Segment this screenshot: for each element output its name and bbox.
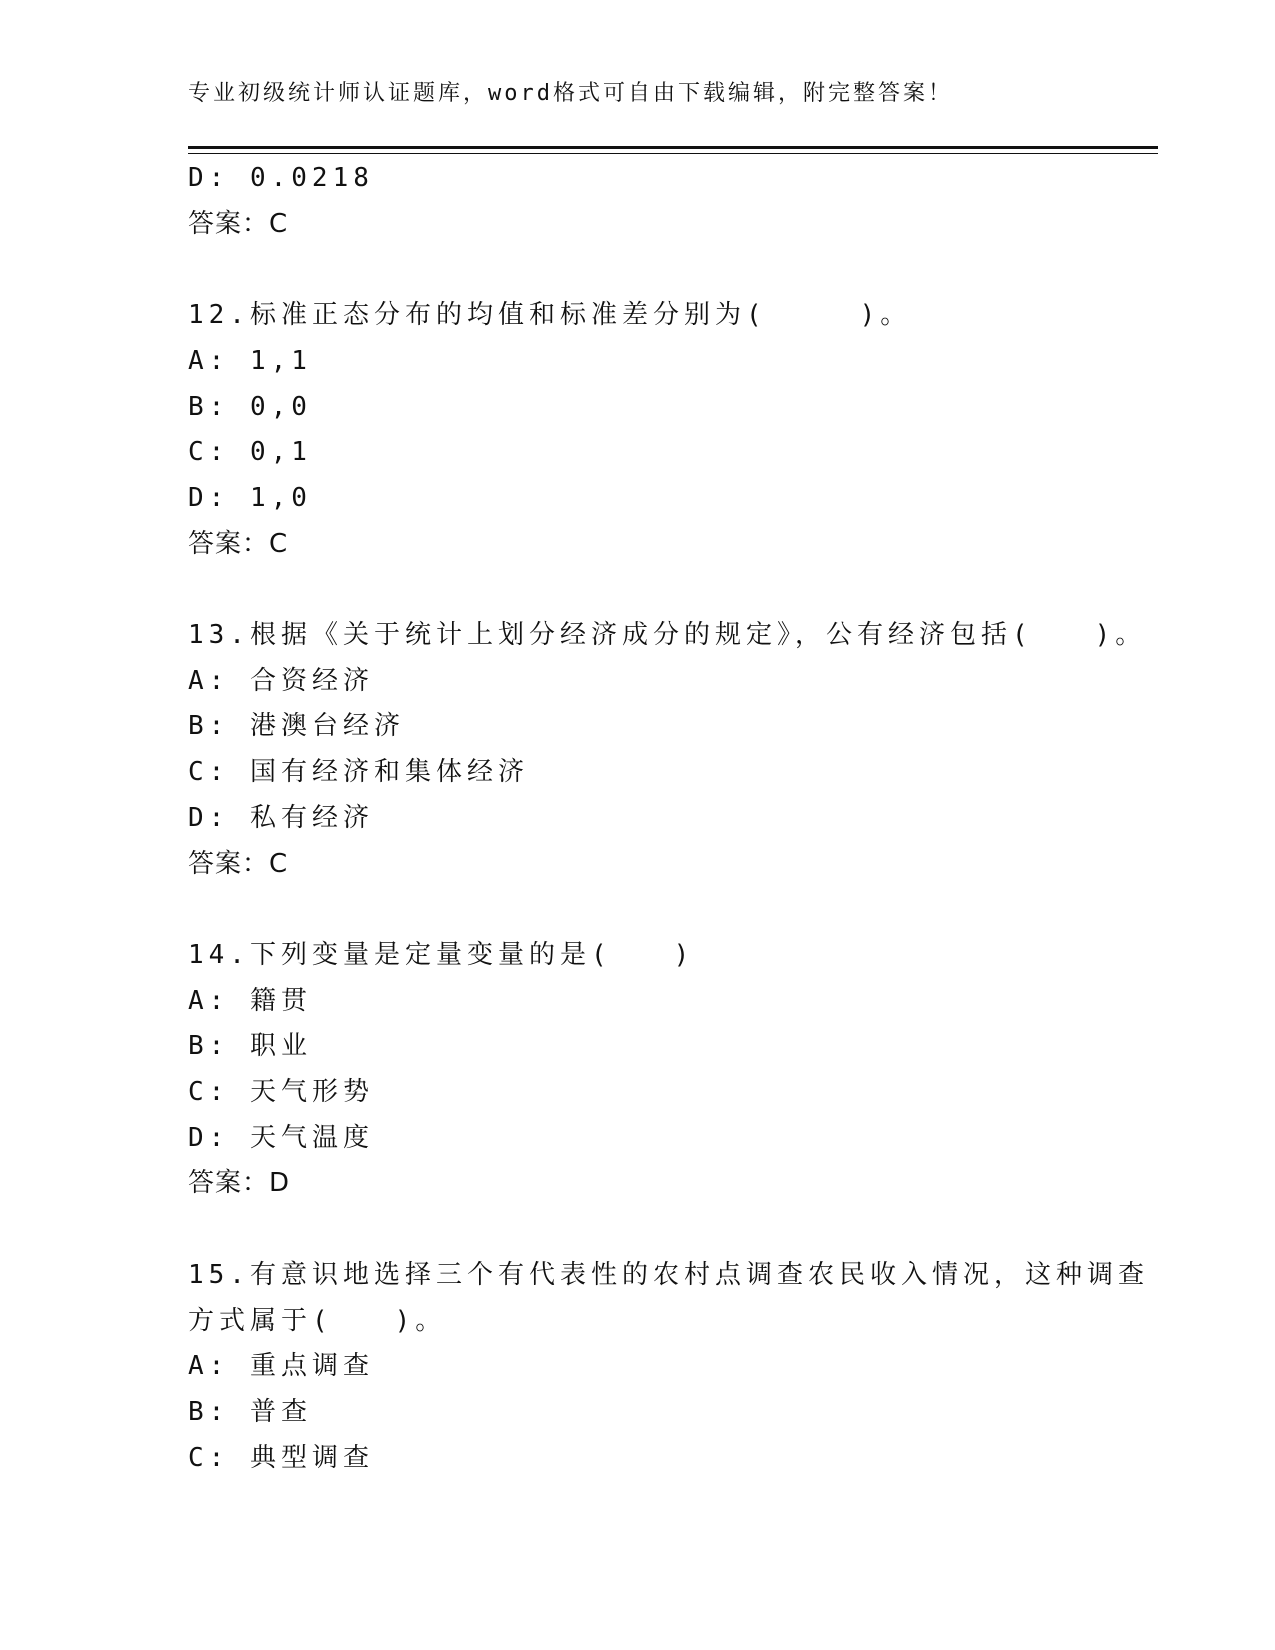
- question-15-stem-line-1: 15.有意识地选择三个有代表性的农村点调查农民收入情况，这种调查: [188, 1259, 1149, 1290]
- question-13-option-b: B: 港澳台经济: [188, 711, 405, 742]
- question-14-answer: 答案：D: [188, 1168, 291, 1199]
- question-12-stem: 12.标准正态分布的均值和标准差分别为( )。: [188, 300, 912, 331]
- question-12-option-d: D: 1,0: [188, 482, 312, 513]
- question-13-stem: 13.根据《关于统计上划分经济成分的规定》，公有经济包括( )。: [188, 620, 1147, 650]
- question-15-option-a: A: 重点调查: [188, 1351, 374, 1382]
- header-rule-thin: [188, 153, 1158, 154]
- spacer: [188, 567, 1118, 613]
- question-13-answer: 答案：C: [188, 848, 289, 879]
- question-12-answer: 答案：C: [188, 528, 289, 559]
- question-14-stem: 14.下列变量是定量变量的是( ): [188, 939, 695, 970]
- spacer: [188, 887, 1118, 933]
- question-14-option-c: C: 天气形势: [188, 1077, 374, 1108]
- question-14-option-d: D: 天气温度: [188, 1122, 374, 1153]
- header-rule-thick: [188, 146, 1158, 149]
- spacer: [188, 247, 1118, 293]
- question-15-option-c: C: 典型调查: [188, 1442, 374, 1473]
- prev-option-d: D: 0.0218: [188, 163, 374, 193]
- page-header: 专业初级统计师认证题库，word格式可自由下载编辑，附完整答案！: [188, 81, 953, 106]
- spacer: [188, 1207, 1118, 1253]
- question-15-option-b: B: 普查: [188, 1396, 312, 1427]
- question-12-option-a: A: 1,1: [188, 345, 312, 376]
- question-12-option-b: B: 0,0: [188, 391, 312, 422]
- question-14-option-a: A: 籍贯: [188, 985, 312, 1016]
- question-13-option-a: A: 合资经济: [188, 665, 374, 696]
- question-list: [188, 156, 1149, 1481]
- question-15-stem-line-2: 方式属于( )。: [188, 1305, 447, 1336]
- question-13-option-c: C: 国有经济和集体经济: [188, 757, 529, 788]
- prev-answer: 答案：C: [188, 208, 289, 239]
- question-14-option-b: B: 职业: [188, 1031, 312, 1062]
- question-12-option-c: C: 0,1: [188, 437, 312, 468]
- question-13-option-d: D: 私有经济: [188, 802, 374, 833]
